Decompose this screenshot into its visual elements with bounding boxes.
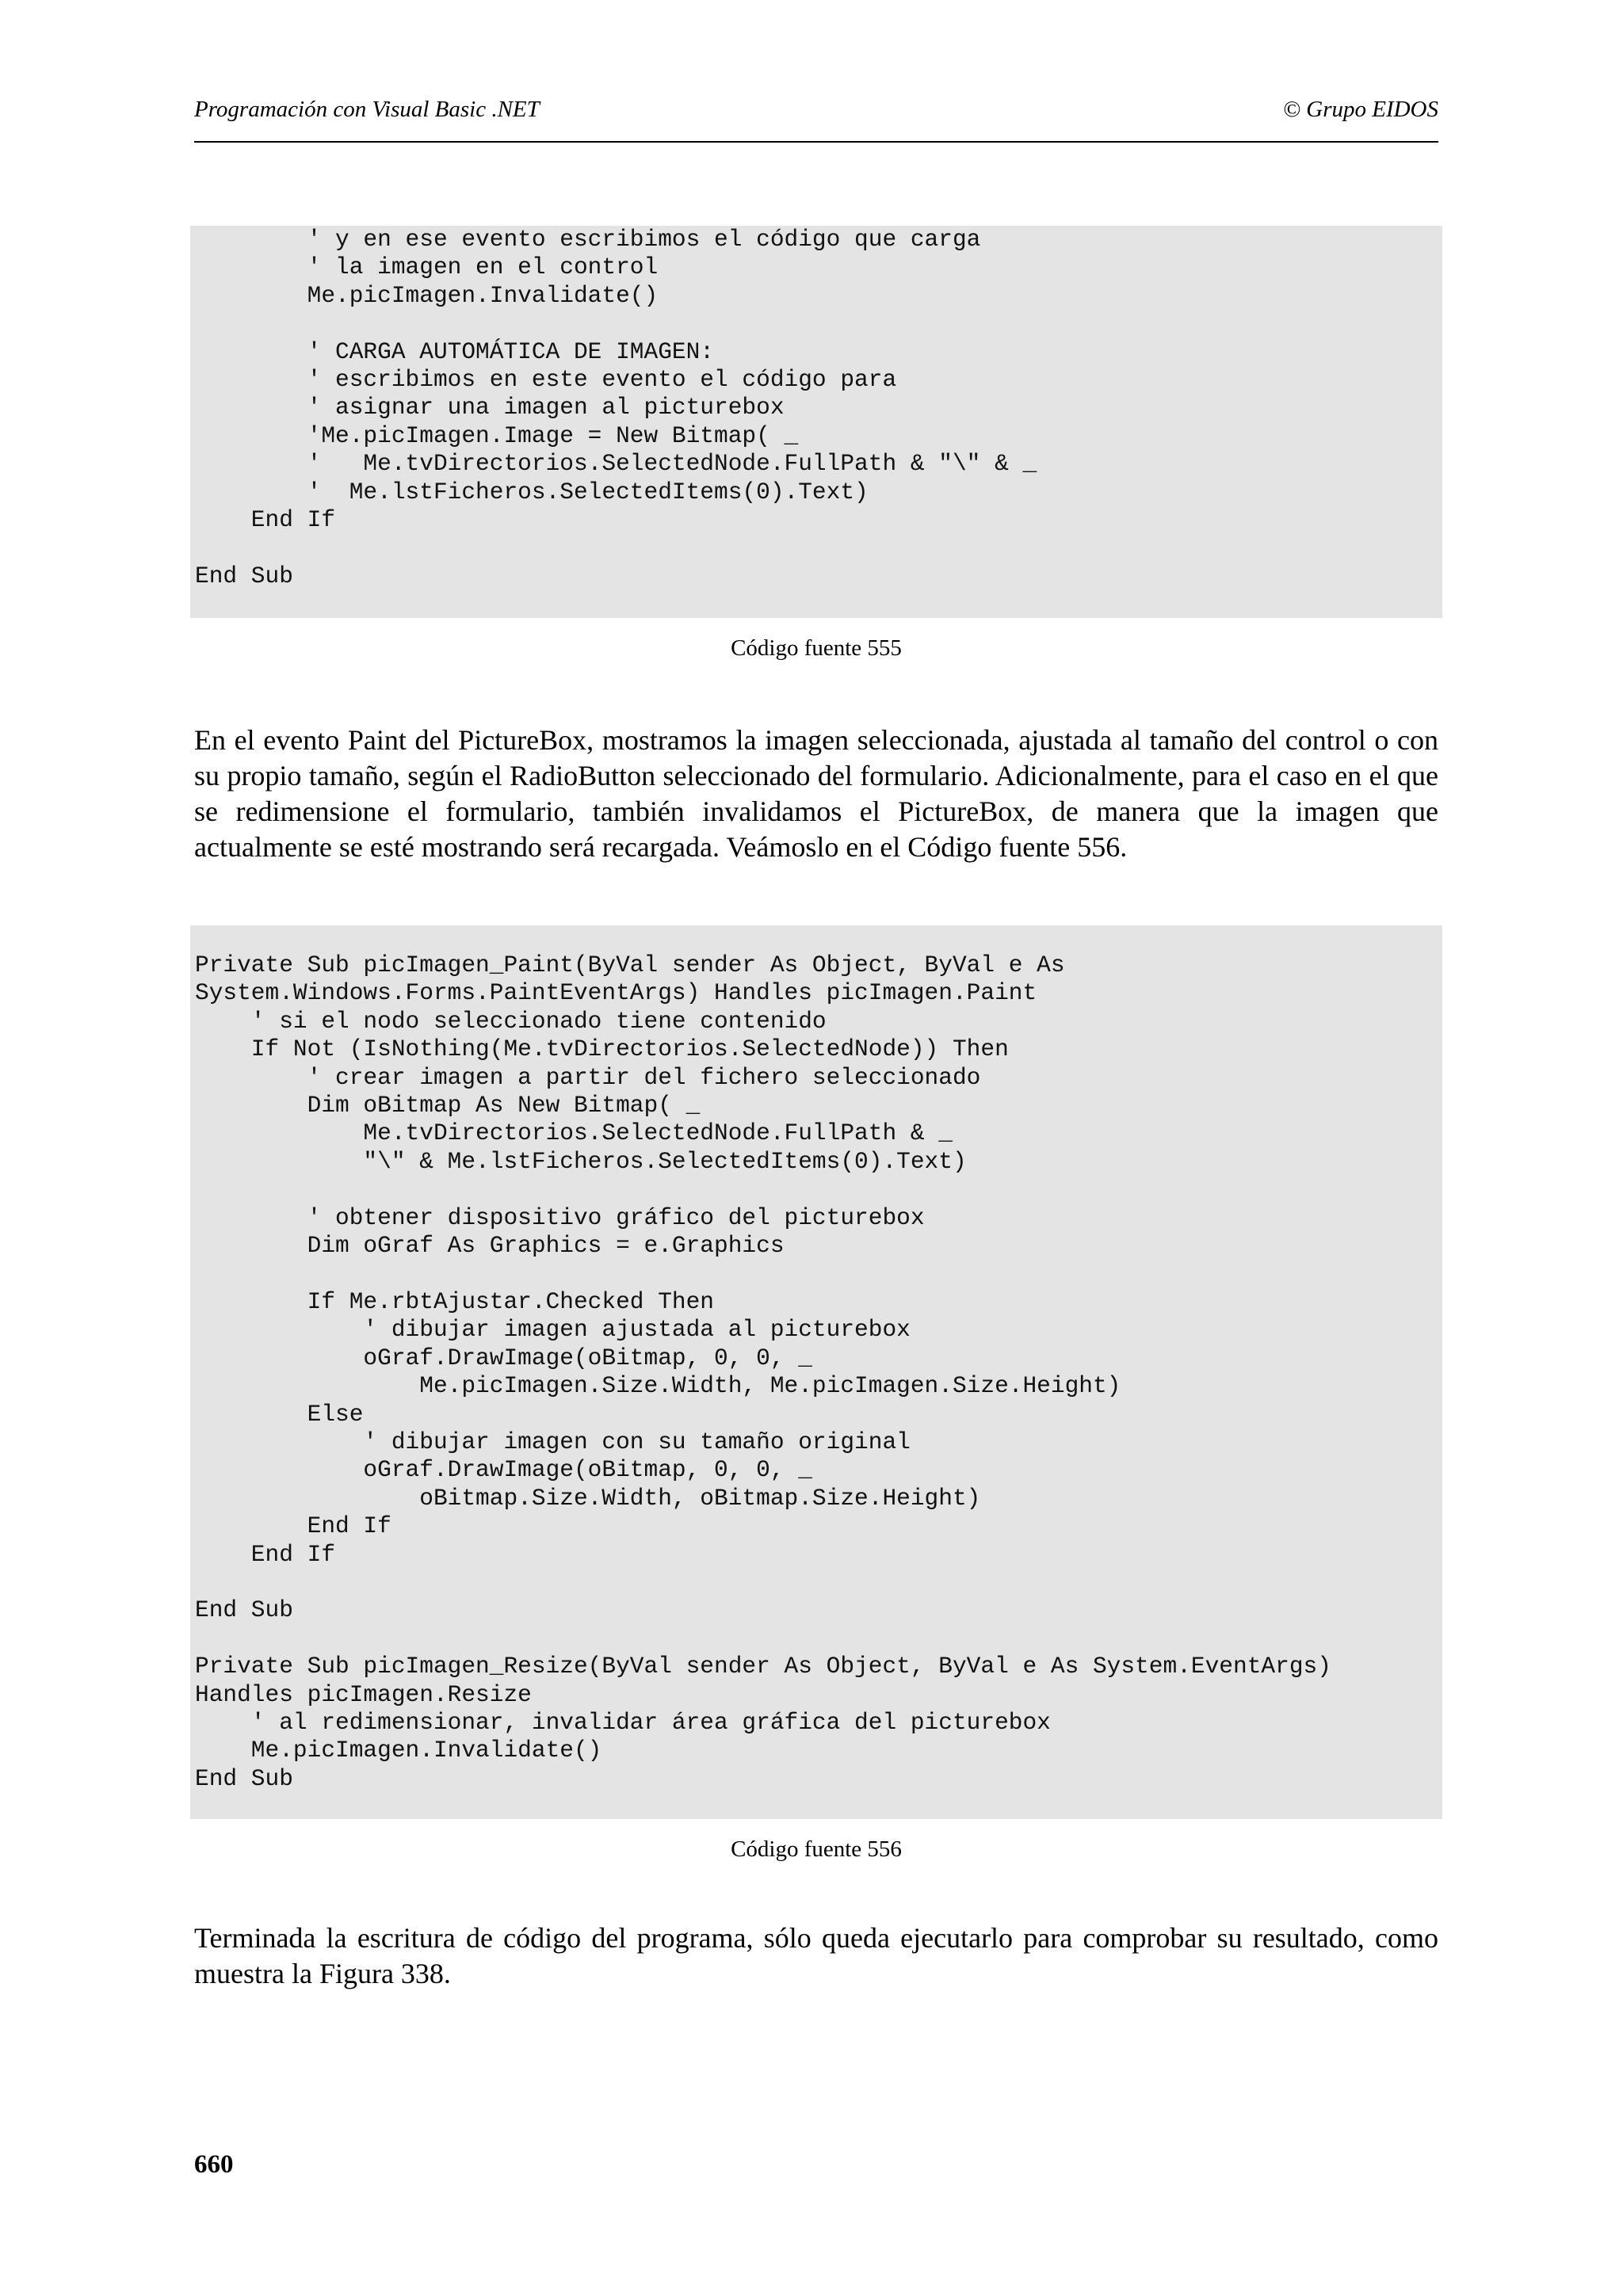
code-listing-556 <box>190 925 1442 1819</box>
code-listing-555 <box>190 226 1442 618</box>
page-header <box>194 95 1438 143</box>
book-title: Programación con Visual Basic .NET <box>194 97 540 122</box>
code-caption-556: Código fuente 556 <box>731 1836 902 1862</box>
code-text-555: ' y en ese evento escribimos el código que carga ' la imagen en el control Me.picImagen.Invalidate() ' CARGA AUTOMÁTICA DE IMAGEN: ' escribimos en este evento el código para ' asignar una imagen al picturebox 'Me.picImagen.Image = New Bitmap( _ ' Me.tvDirectorios.SelectedNode.FullPath & "\" & _ ' Me.lstFicheros.SelectedItems(0).Text) End If End Sub <box>195 226 1037 589</box>
code-caption-555: Código fuente 555 <box>731 635 902 661</box>
body-paragraph-conclusion: Terminada la escritura de código del programa, sólo queda ejecutarlo para comprobar su resultado, como muestra la Figura 338. <box>194 1922 1438 1989</box>
code-text-556: Private Sub picImagen_Paint(ByVal sender As Object, ByVal e As System.Windows.Forms.PaintEventArgs) Handles picImagen.Paint ' si el nodo seleccionado tiene contenido If Not (IsNothing(Me.tvDirectorios.SelectedNode)) Then ' crear imagen a partir del fichero seleccionado Dim oBitmap As New Bitmap( _ Me.tvDirectorios.SelectedNode.FullPath & _ "\" & Me.lstFicheros.SelectedItems(0).Text) ' obtener dispositivo gráfico del picturebox Dim oGraf As Graphics = e.Graphics If Me.rbtAjustar.Checked Then ' dibujar imagen ajustada al picturebox oGraf.DrawImage(oBitmap, 0, 0, _ Me.picImagen.Size.Width, Me.picImagen.Size.Height) Else ' dibujar imagen con su tamaño original oGraf.DrawImage(oBitmap, 0, 0, _ oBitmap.Size.Width, oBitmap.Size.Height) End If End If End Sub Private Sub picImagen_Resize(ByVal sender As Object, ByVal e As System.EventArgs) Handles picImagen.Resize ' al redimensionar, invalidar área gráfica del picturebox Me.picImagen.Invalidate() End Sub <box>195 952 1331 1792</box>
page-number: 660 <box>194 2150 234 2179</box>
body-paragraph-paint-event: En el evento Paint del PictureBox, mostramos la imagen seleccionada, ajustada al tamaño del control o con su propio tamaño, según el RadioButton seleccionado del formulario. Adicionalmente, para el caso en el que se redimensione el formulario, también invalidamos el PictureBox, de manera que la imagen que actualmente se esté mostrando será recargada. Veámoslo en el Código fuente 556. <box>194 724 1438 863</box>
publisher-name: © Grupo EIDOS <box>1282 97 1438 122</box>
